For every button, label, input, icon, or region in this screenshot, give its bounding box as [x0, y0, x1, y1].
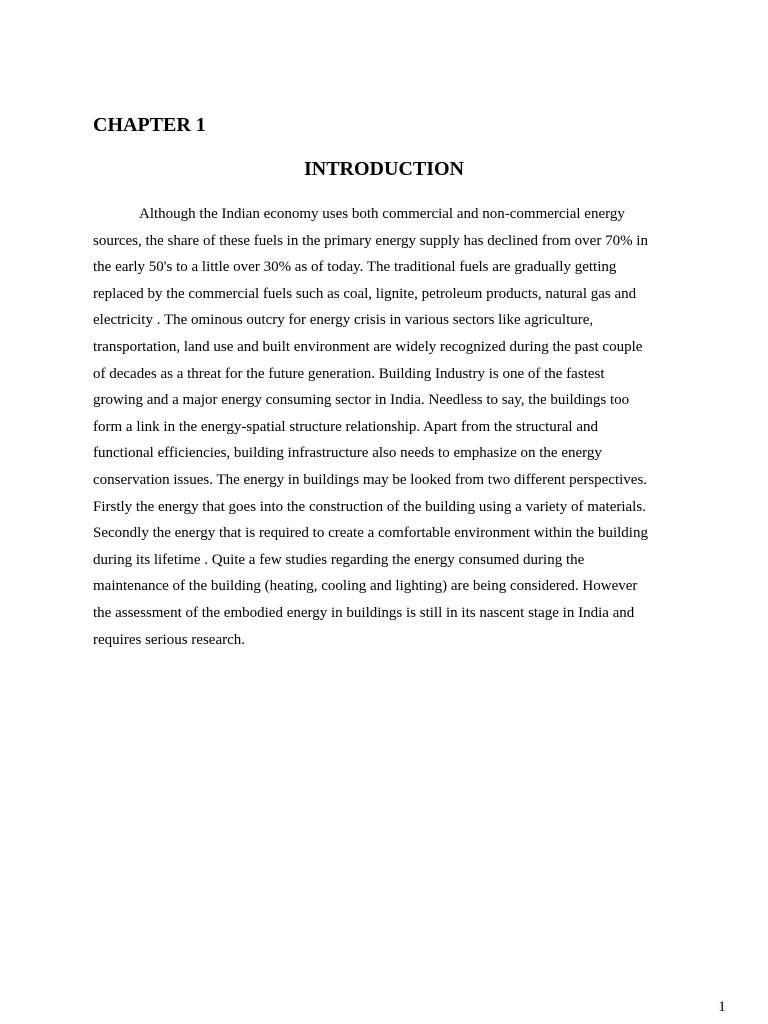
- paragraph-line: requires serious research.: [93, 631, 246, 648]
- paragraph-line: during its lifetime . Quite a few studies regarding the energy consumed during the: [93, 551, 585, 568]
- paragraph-line: sources, the share of these fuels in the primary energy supply has declined from over 70% in: [93, 232, 648, 249]
- paragraph-line: electricity . The ominous outcry for energy crisis in various sectors like agriculture,: [93, 312, 594, 329]
- chapter-heading: CHAPTER 1: [93, 114, 206, 136]
- paragraph-line: Secondly the energy that is required to create a comfortable environment within the building: [93, 525, 648, 542]
- introduction-paragraph: [93, 201, 675, 653]
- paragraph-line: the assessment of the embodied energy in buildings is still in its nascent stage in India and: [93, 604, 635, 621]
- paragraph-line: replaced by the commercial fuels such as coal, lignite, petroleum products, natural gas and: [93, 285, 637, 302]
- paragraph-line: maintenance of the building (heating, cooling and lighting) are being considered. However: [93, 578, 638, 595]
- paragraph-line: form a link in the energy-spatial structure relationship. Apart from the structural and: [93, 418, 598, 435]
- page-number: 1: [718, 999, 726, 1015]
- section-title: INTRODUCTION: [303, 158, 465, 180]
- paragraph-line: functional efficiencies, building infrastructure also needs to emphasize on the energy: [93, 445, 602, 462]
- paragraph-line: Firstly the energy that goes into the construction of the building using a variety of materials.: [93, 498, 646, 515]
- paragraph-line: of decades as a threat for the future generation. Building Industry is one of the fastest: [93, 365, 605, 382]
- paragraph-line: Although the Indian economy uses both commercial and non-commercial energy: [139, 206, 625, 222]
- paragraph-line: transportation, land use and built environment are widely recognized during the past couple: [93, 338, 643, 355]
- paragraph-line: the early 50's to a little over 30% as of today. The traditional fuels are gradually getting: [93, 259, 617, 276]
- paragraph-line: growing and a major energy consuming sector in India. Needless to say, the buildings too: [93, 392, 630, 409]
- paragraph-line: conservation issues. The energy in buildings may be looked from two different perspectives.: [93, 471, 648, 488]
